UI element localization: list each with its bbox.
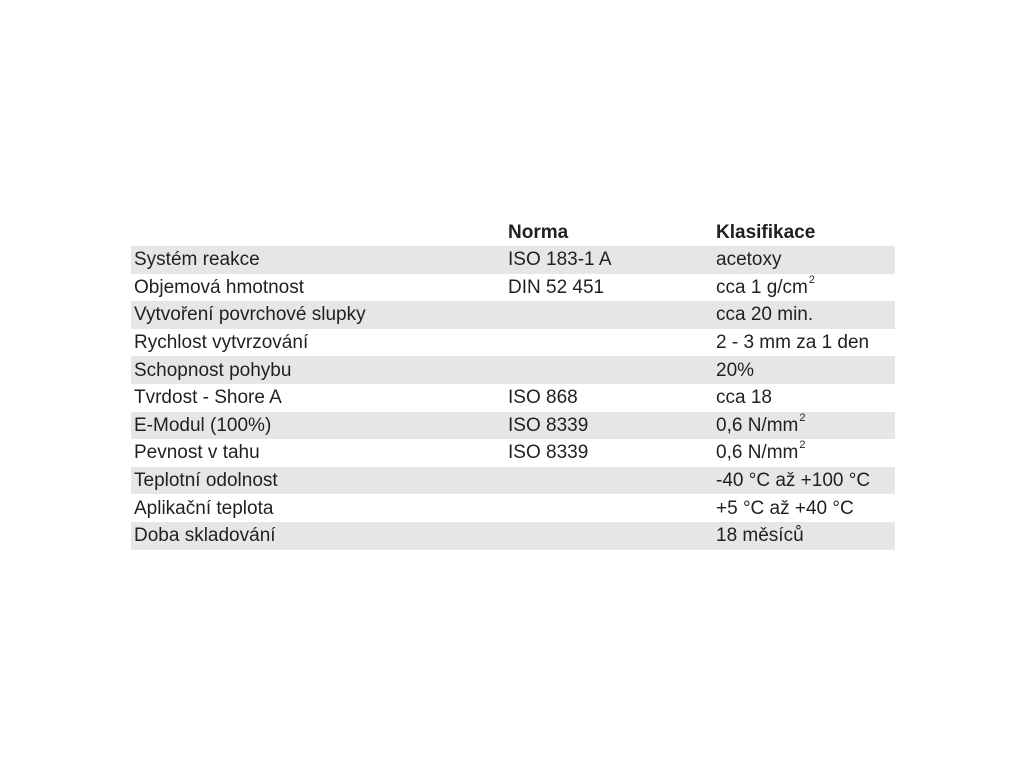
row-property: Tvrdost - Shore A (134, 387, 282, 409)
row-value-text: 0,6 N/mm (716, 442, 799, 464)
table-row (131, 301, 895, 329)
row-property: Objemová hmotnost (134, 276, 305, 298)
table-row (131, 274, 895, 302)
row-norma: ISO 8339 (508, 442, 589, 464)
row-norma: ISO 183-1 A (508, 249, 612, 271)
row-norma: ISO 8339 (508, 414, 589, 436)
row-value (715, 494, 895, 522)
row-norma (505, 329, 715, 357)
row-value (715, 412, 895, 440)
row-value (715, 356, 895, 384)
row-value (715, 274, 895, 302)
row-norma (505, 356, 715, 384)
row-norma (505, 467, 715, 495)
header-klasifikace: Klasifikace (716, 221, 816, 243)
row-property: Schopnost pohybu (134, 359, 292, 381)
table-row (131, 467, 895, 495)
spec-table (131, 218, 895, 550)
row-property: Pevnost v tahu (134, 442, 260, 464)
row-value-text: acetoxy (716, 249, 782, 271)
row-value (715, 329, 895, 357)
table-row (131, 522, 895, 550)
row-value-sup: 2 (799, 439, 806, 452)
row-property: E-Modul (100%) (134, 414, 272, 436)
row-value-text: 20% (716, 359, 755, 381)
row-value (715, 467, 895, 495)
row-norma (505, 522, 715, 550)
row-norma: ISO 868 (508, 387, 578, 409)
row-property: Doba skladování (134, 525, 276, 547)
row-value-text: 18 měsíců (716, 525, 804, 547)
row-value-sup: 2 (799, 411, 806, 424)
row-value-text: cca 20 min. (716, 304, 814, 326)
row-value (715, 246, 895, 274)
table-row (131, 384, 895, 412)
header-property (131, 218, 505, 246)
row-property: Vytvoření povrchové slupky (134, 304, 366, 326)
table-header (131, 218, 895, 246)
row-norma (505, 301, 715, 329)
row-value (715, 439, 895, 467)
row-value (715, 522, 895, 550)
row-property: Teplotní odolnost (134, 470, 278, 492)
table-row (131, 494, 895, 522)
row-value (715, 301, 895, 329)
table-row (131, 329, 895, 357)
table-row (131, 246, 895, 274)
row-property: Rychlost vytvrzování (134, 332, 309, 354)
header-norma: Norma (508, 221, 569, 243)
row-value (715, 384, 895, 412)
table-row (131, 439, 895, 467)
row-value-text: 0,6 N/mm (716, 414, 799, 436)
row-value-text: cca 1 g/cm (716, 276, 808, 298)
row-property: Systém reakce (134, 249, 260, 271)
row-value-sup: 2 (808, 273, 815, 286)
row-value-text: 2 - 3 mm za 1 den (716, 332, 870, 354)
row-norma: DIN 52 451 (508, 276, 605, 298)
row-property: Aplikační teplota (134, 497, 274, 519)
row-value-text: -40 °C až +100 °C (716, 470, 871, 492)
row-norma (505, 494, 715, 522)
table-row (131, 356, 895, 384)
row-value-text: +5 °C až +40 °C (716, 497, 854, 519)
row-value-text: cca 18 (716, 387, 772, 409)
table-row (131, 412, 895, 440)
